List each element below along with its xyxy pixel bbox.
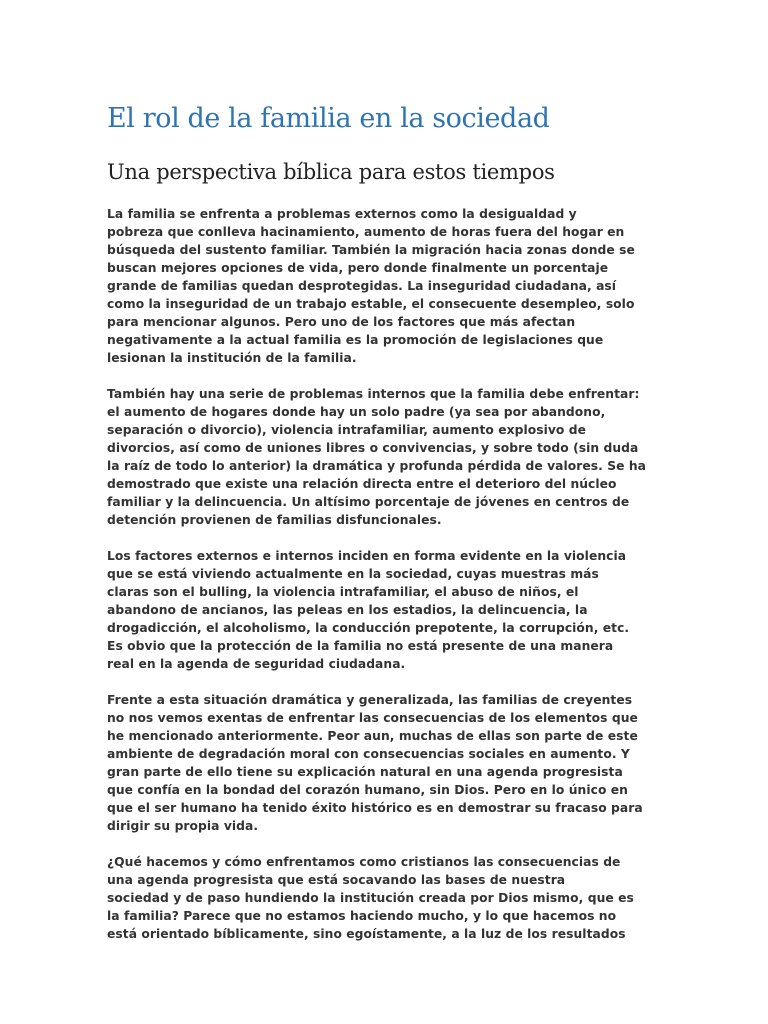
paragraph-line: que confía en la bondad del corazón humano, sin Dios. Pero en lo único en bbox=[107, 783, 628, 797]
paragraph-line: divorcios, así como de uniones libres o convivencias, y sobre todo (sin duda bbox=[107, 441, 639, 455]
paragraph-line: Es obvio que la protección de la familia no está presente de una manera bbox=[107, 639, 614, 653]
paragraph-line: Frente a esta situación dramática y generalizada, las familias de creyentes bbox=[107, 693, 633, 707]
paragraph-line: negativamente a la actual familia es la promoción de legislaciones que bbox=[107, 333, 604, 347]
paragraph bbox=[107, 691, 655, 835]
paragraph-line: Los factores externos e internos inciden en forma evidente en la violencia bbox=[107, 549, 627, 563]
paragraph-line: sociedad y de paso hundiendo la institución creada por Dios mismo, que es bbox=[107, 891, 634, 905]
paragraph-line: que se está viviendo actualmente en la sociedad, cuyas muestras más bbox=[107, 567, 599, 581]
paragraph bbox=[107, 385, 655, 529]
paragraph-line: para mencionar algunos. Pero uno de los factores que más afectan bbox=[107, 315, 576, 329]
paragraph bbox=[107, 205, 655, 367]
paragraph-line: está orientado bíblicamente, sino egoístamente, a la luz de los resultados bbox=[107, 927, 626, 941]
paragraph-line: gran parte de ello tiene su explicación natural en una agenda progresista bbox=[107, 765, 623, 779]
document-subtitle: Una perspectiva bíblica para estos tiempos bbox=[107, 160, 555, 184]
paragraph-line: La familia se enfrenta a problemas externos como la desigualdad y bbox=[107, 207, 577, 221]
paragraph-line: buscan mejores opciones de vida, pero donde finalmente un porcentaje bbox=[107, 261, 609, 275]
paragraph-line: claras son el bulling, la violencia intrafamiliar, el abuso de niños, el bbox=[107, 585, 579, 599]
paragraph-line: el aumento de hogares donde hay un solo padre (ya sea por abandono, bbox=[107, 405, 606, 419]
paragraph-line: pobreza que conlleva hacinamiento, aumento de horas fuera del hogar en bbox=[107, 225, 625, 239]
paragraph-line: grande de familias quedan desprotegidas. La inseguridad ciudadana, así bbox=[107, 279, 617, 293]
paragraph-line: búsqueda del sustento familiar. También la migración hacia zonas donde se bbox=[107, 243, 635, 257]
paragraph-line: como la inseguridad de un trabajo estable, el consecuente desempleo, solo bbox=[107, 297, 635, 311]
paragraph-line: abandono de ancianos, las peleas en los estadios, la delincuencia, la bbox=[107, 603, 588, 617]
paragraph-line: he mencionado anteriormente. Peor aun, muchas de ellas son parte de este bbox=[107, 729, 638, 743]
document-title: El rol de la familia en la sociedad bbox=[107, 103, 550, 134]
paragraph-line: real en la agenda de seguridad ciudadana. bbox=[107, 657, 406, 671]
paragraph-line: demostrado que existe una relación directa entre el deterioro del núcleo bbox=[107, 477, 617, 491]
paragraph-line: separación o divorcio), violencia intrafamiliar, aumento explosivo de bbox=[107, 423, 586, 437]
paragraph-line: familiar y la delincuencia. Un altísimo porcentaje de jóvenes en centros de bbox=[107, 495, 630, 509]
paragraph bbox=[107, 853, 655, 943]
paragraph-line: lesionan la institución de la familia. bbox=[107, 351, 357, 365]
paragraph-line: dirigir su propia vida. bbox=[107, 819, 259, 833]
paragraph-line: una agenda progresista que está socavando las bases de nuestra bbox=[107, 873, 566, 887]
paragraph-line: no nos vemos exentas de enfrentar las consecuencias de los elementos que bbox=[107, 711, 638, 725]
paragraph-line: que el ser humano ha tenido éxito histórico es en demostrar su fracaso para bbox=[107, 801, 643, 815]
paragraph-line: la raíz de todo lo anterior) la dramática y profunda pérdida de valores. Se ha bbox=[107, 459, 646, 473]
paragraph bbox=[107, 547, 655, 673]
paragraph-line: detención provienen de familias disfuncionales. bbox=[107, 513, 442, 527]
paragraph-line: ambiente de degradación moral con consecuencias sociales en aumento. Y bbox=[107, 747, 630, 761]
paragraph-line: drogadicción, el alcoholismo, la conducción prepotente, la corrupción, etc. bbox=[107, 621, 630, 635]
paragraph-line: ¿Qué hacemos y cómo enfrentamos como cristianos las consecuencias de bbox=[107, 855, 621, 869]
paragraph-line: También hay una serie de problemas internos que la familia debe enfrentar: bbox=[107, 387, 640, 401]
paragraph-line: la familia? Parece que no estamos haciendo mucho, y lo que hacemos no bbox=[107, 909, 617, 923]
document-body bbox=[107, 205, 655, 961]
